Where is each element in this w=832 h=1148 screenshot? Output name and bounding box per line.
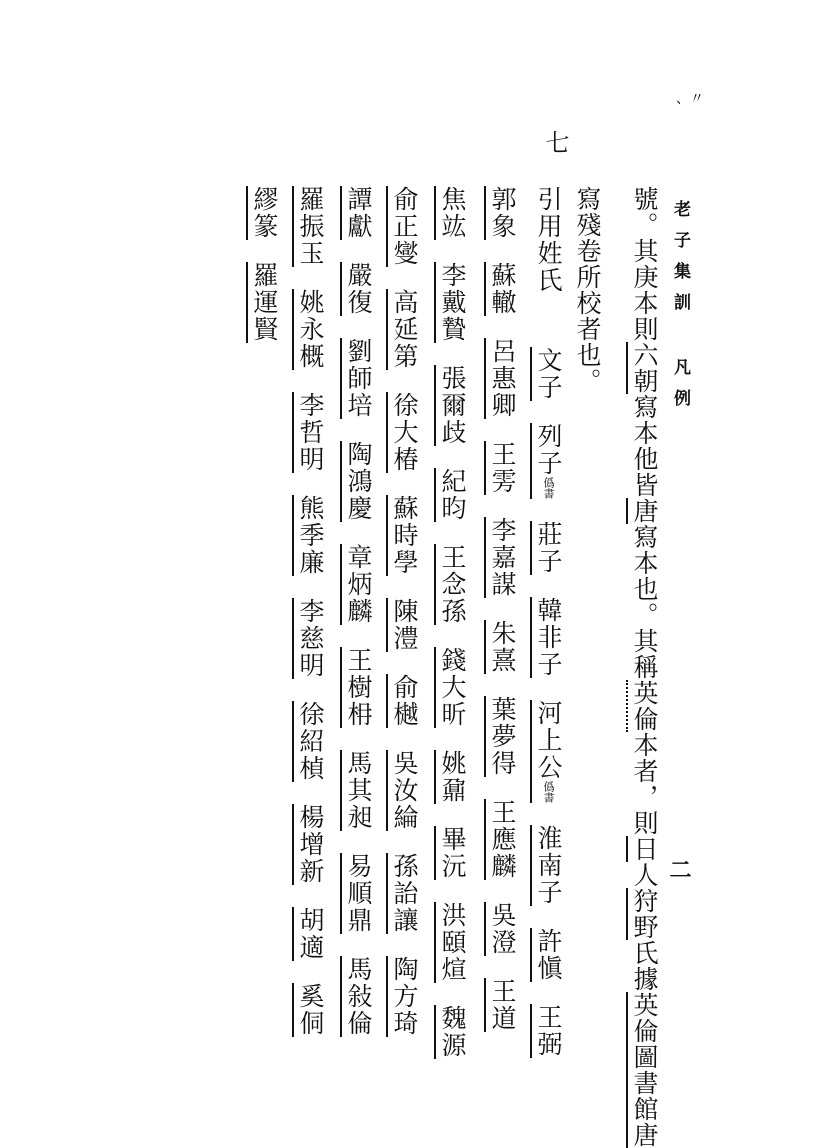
cited-name (434, 1005, 467, 1059)
cited-name-text: 河上公 (534, 700, 563, 781)
cited-name-text: 葉夢得 (488, 696, 517, 777)
cited-name-text: 羅振玉 (296, 186, 325, 267)
cited-name-text: 錢大昕 (438, 647, 467, 728)
proper-name-mark: 狩野 (626, 888, 659, 940)
cited-name (434, 468, 467, 522)
cited-name (340, 262, 373, 316)
cited-name-text: 蘇時學 (390, 495, 419, 576)
cited-name (386, 956, 419, 1037)
proper-name-mark: 唐 (626, 1122, 659, 1148)
cited-name (340, 853, 373, 934)
cited-name (530, 521, 563, 575)
cited-name-text: 馬敍倫 (344, 956, 373, 1037)
cited-name (484, 517, 517, 598)
cited-name (484, 799, 517, 880)
cited-name (434, 750, 467, 804)
cited-name-text: 嚴復 (344, 262, 373, 316)
cited-name (530, 423, 563, 499)
cited-name-text: 朱熹 (488, 620, 517, 674)
cited-name (386, 289, 419, 370)
cited-name-text: 郭象 (488, 186, 517, 240)
cited-name (386, 598, 419, 652)
cited-name-text: 陳澧 (390, 598, 419, 652)
cited-name-text: 許愼 (534, 928, 563, 982)
cited-name-text: 王雱 (488, 441, 517, 495)
running-header: 老子集訓 凡例 (670, 200, 690, 420)
cited-name-text: 吳澄 (488, 902, 517, 956)
cited-intro: 引用姓氏 (534, 186, 563, 294)
cited-name-text: 魏源 (438, 1005, 467, 1059)
cited-name (386, 495, 419, 576)
cited-column-1 (530, 186, 563, 1080)
cited-name-text: 莊子 (534, 521, 563, 575)
cited-name-text: 焦竑 (438, 186, 467, 240)
book-title-mark: 英倫 (626, 680, 659, 732)
cited-name-text: 孫詒讓 (390, 853, 419, 934)
paragraph-text: 號。其庚本則 (630, 186, 659, 342)
paragraph-text: 寫本也。其稱 (630, 524, 659, 680)
proper-name-mark: 英倫圖書館 (626, 992, 659, 1122)
proper-name-mark: 日 (626, 836, 659, 862)
cited-name (484, 441, 517, 495)
cited-name-text: 王弼 (534, 1004, 563, 1058)
cited-name (292, 289, 325, 370)
cited-name (530, 347, 563, 401)
cited-name (530, 825, 563, 906)
cited-name (484, 978, 517, 1032)
cited-column-7 (246, 186, 279, 365)
cited-name-text: 韓非子 (534, 597, 563, 678)
cited-name-text: 陶鴻慶 (344, 441, 373, 522)
cited-name-text: 王樹枏 (344, 647, 373, 728)
cited-name (292, 701, 325, 782)
cited-name-text: 紀昀 (438, 468, 467, 522)
cited-name-text: 李嘉謀 (488, 517, 517, 598)
cited-name (484, 186, 517, 240)
cited-name-note: 僞書 (542, 781, 555, 803)
cited-name (340, 647, 373, 728)
paragraph-text: 氏據 (630, 940, 659, 992)
cited-name (434, 262, 467, 343)
cited-name (530, 928, 563, 982)
paragraph-text: 人 (630, 862, 659, 888)
cited-name (484, 262, 517, 316)
cited-name-text: 洪頤煊 (438, 902, 467, 983)
paragraph-line-1 (626, 186, 659, 1148)
cited-name (340, 186, 373, 240)
cited-name-text: 王念孫 (438, 544, 467, 625)
cited-name (434, 186, 467, 240)
cited-column-3 (434, 186, 467, 1081)
cited-name-text: 王應麟 (488, 799, 517, 880)
cited-name-text: 李戴贄 (438, 262, 467, 343)
cited-name-text: 胡適 (296, 907, 325, 961)
cited-column-2 (484, 186, 517, 1054)
cited-name (340, 956, 373, 1037)
cited-name-text: 徐大椿 (390, 392, 419, 473)
cited-name (292, 392, 325, 473)
cited-name (386, 392, 419, 473)
cited-column-5 (340, 186, 373, 1059)
cited-name-text: 吳汝綸 (390, 750, 419, 831)
cited-name (484, 696, 517, 777)
cited-name-text: 文子 (534, 347, 563, 401)
cited-name (340, 544, 373, 625)
cited-name (340, 338, 373, 419)
cited-name (434, 647, 467, 728)
cited-name (386, 186, 419, 267)
cited-name (484, 902, 517, 956)
cited-name (292, 983, 325, 1037)
cited-name-note: 僞書 (542, 477, 555, 499)
cited-name-text: 俞正燮 (390, 186, 419, 267)
cited-name-text: 呂惠卿 (488, 338, 517, 419)
proper-name-mark: 唐 (626, 498, 659, 524)
cited-name (386, 853, 419, 934)
cited-name-text: 劉師培 (344, 338, 373, 419)
corner-mark: 、〃 (676, 91, 704, 107)
cited-name (434, 365, 467, 446)
page-number: 二 (666, 858, 692, 880)
cited-name-text: 章炳麟 (344, 544, 373, 625)
cited-name (530, 1004, 563, 1058)
cited-name-text: 蘇轍 (488, 262, 517, 316)
cited-name-text: 繆篆 (250, 186, 279, 240)
section-number: 七 (541, 130, 569, 154)
cited-name-text: 姚永概 (296, 289, 325, 370)
proper-name-mark: 六朝 (626, 342, 659, 394)
cited-name (340, 750, 373, 831)
cited-name-text: 楊增新 (296, 804, 325, 885)
cited-name (484, 338, 517, 419)
cited-name (434, 544, 467, 625)
cited-name (292, 495, 325, 576)
cited-name (434, 826, 467, 880)
cited-name (530, 700, 563, 803)
cited-name (386, 750, 419, 831)
cited-name-text: 列子 (534, 423, 563, 477)
cited-column-4 (386, 186, 419, 1059)
paragraph-line-2: 寫殘卷所校者也。 (573, 186, 602, 394)
cited-name-text: 徐紹楨 (296, 701, 325, 782)
cited-name (386, 674, 419, 728)
cited-column-6 (292, 186, 325, 1059)
cited-name-text: 李哲明 (296, 392, 325, 473)
cited-name-text: 譚獻 (344, 186, 373, 240)
cited-name-text: 奚侗 (296, 983, 325, 1037)
cited-name (292, 804, 325, 885)
cited-name-text: 李慈明 (296, 598, 325, 679)
cited-name-text: 張爾歧 (438, 365, 467, 446)
cited-name (434, 902, 467, 983)
cited-name-text: 陶方琦 (390, 956, 419, 1037)
paragraph-text: 本者，則 (630, 732, 659, 836)
cited-name (530, 597, 563, 678)
cited-name (292, 907, 325, 961)
paragraph-text: 寫本他皆 (630, 394, 659, 498)
cited-name-text: 王道 (488, 978, 517, 1032)
cited-name (246, 186, 279, 240)
cited-name-text: 俞樾 (390, 674, 419, 728)
cited-name (246, 262, 279, 343)
cited-name-text: 羅運賢 (250, 262, 279, 343)
cited-name-text: 高延第 (390, 289, 419, 370)
cited-name (292, 598, 325, 679)
cited-name-text: 淮南子 (534, 825, 563, 906)
cited-name-text: 熊季廉 (296, 495, 325, 576)
cited-name (484, 620, 517, 674)
cited-name-text: 畢沅 (438, 826, 467, 880)
cited-name (292, 186, 325, 267)
cited-name (340, 441, 373, 522)
cited-name-text: 馬其昶 (344, 750, 373, 831)
cited-name-text: 姚鼐 (438, 750, 467, 804)
cited-name-text: 易順鼎 (344, 853, 373, 934)
